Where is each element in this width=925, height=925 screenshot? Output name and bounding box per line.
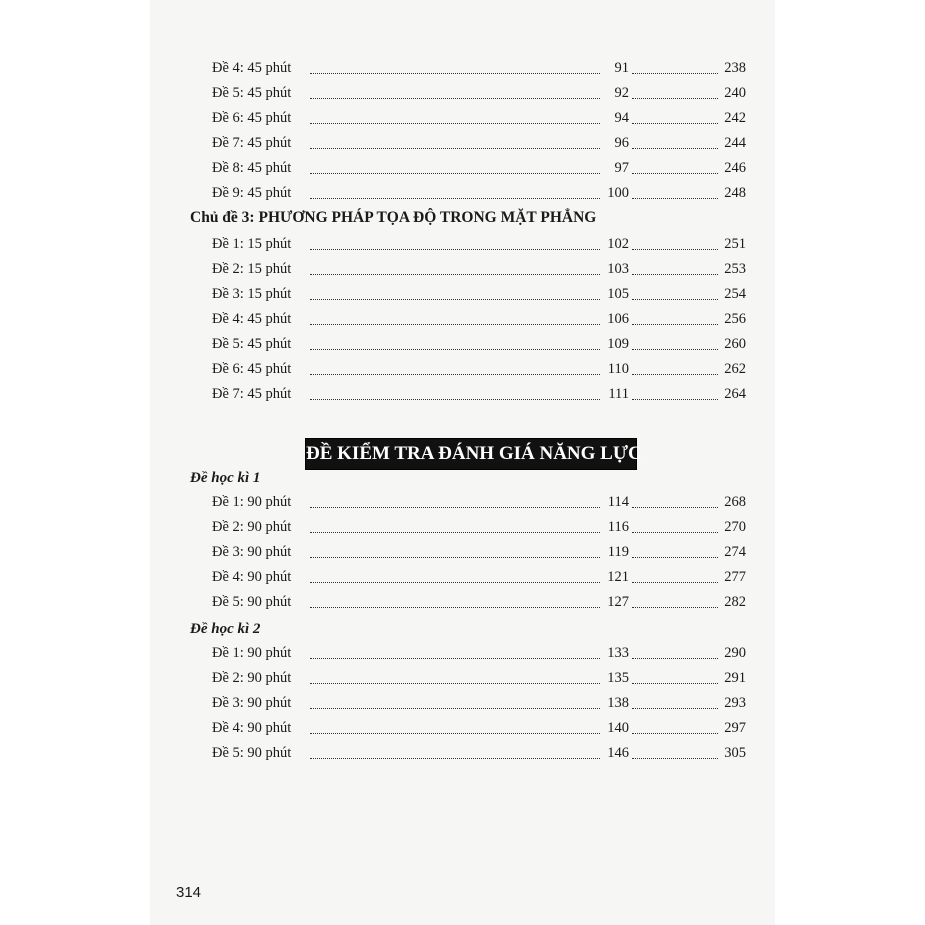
dot-leader (632, 380, 718, 400)
dot-leader (632, 488, 718, 508)
dot-leader (632, 129, 718, 149)
dot-leader (310, 380, 600, 400)
page-number: 314 (176, 884, 202, 901)
dot-leader (632, 280, 718, 300)
term-heading: Đề học kì 2 (190, 621, 261, 637)
dot-leader (310, 714, 600, 734)
toc-entry-label: Đề 3: 90 phút (212, 695, 292, 711)
dot-leader (310, 488, 600, 508)
toc-entry-label: Đề 7: 45 phút (212, 135, 292, 151)
toc-entry-label: Đề 6: 45 phút (212, 110, 292, 126)
dot-leader (632, 255, 718, 275)
toc-entry-label: Đề 2: 15 phút (212, 261, 292, 277)
dot-leader (310, 563, 600, 583)
toc-row (212, 58, 746, 78)
toc-row (212, 359, 746, 379)
question-page: 110 (607, 361, 629, 377)
question-page: 114 (607, 494, 629, 510)
toc-row (212, 743, 746, 763)
toc-entry-label: Đề 6: 45 phút (212, 361, 292, 377)
answer-page: 268 (724, 494, 746, 510)
dot-leader (310, 538, 600, 558)
toc-row (212, 183, 746, 203)
dot-leader (310, 588, 600, 608)
answer-page: 248 (724, 185, 746, 201)
toc-row (212, 492, 746, 512)
toc-entry-label: Đề 2: 90 phút (212, 519, 292, 535)
toc-entry-label: Đề 5: 90 phút (212, 745, 292, 761)
answer-page: 246 (724, 160, 746, 176)
dot-leader (632, 538, 718, 558)
answer-page: 264 (724, 386, 746, 402)
dot-leader (310, 54, 600, 74)
toc-entry-label: Đề 1: 15 phút (212, 236, 292, 252)
dot-leader (310, 104, 600, 124)
question-page: 91 (614, 60, 629, 76)
toc-entry-label: Đề 5: 90 phút (212, 594, 292, 610)
dot-leader (632, 513, 718, 533)
toc-entry-label: Đề 3: 90 phút (212, 544, 292, 560)
toc-entry-label: Đề 4: 45 phút (212, 60, 292, 76)
toc-row (212, 517, 746, 537)
question-page: 92 (614, 85, 629, 101)
toc-row (212, 108, 746, 128)
section-banner: ĐỀ KIỂM TRA ĐÁNH GIÁ NĂNG LỰC (305, 438, 637, 470)
question-page: 103 (607, 261, 629, 277)
toc-row (212, 643, 746, 663)
toc-entry-label: Đề 7: 45 phút (212, 386, 292, 402)
dot-leader (310, 230, 600, 250)
dot-leader (632, 689, 718, 709)
toc-entry-label: Đề 2: 90 phút (212, 670, 292, 686)
question-page: 146 (607, 745, 629, 761)
dot-leader (310, 639, 600, 659)
question-page: 140 (607, 720, 629, 736)
toc-entry-label: Đề 1: 90 phút (212, 494, 292, 510)
dot-leader (310, 255, 600, 275)
answer-page: 260 (724, 336, 746, 352)
dot-leader (310, 280, 600, 300)
toc-row (212, 234, 746, 254)
dot-leader (632, 104, 718, 124)
answer-page: 238 (724, 60, 746, 76)
answer-page: 297 (724, 720, 746, 736)
dot-leader (632, 355, 718, 375)
answer-page: 242 (724, 110, 746, 126)
dot-leader (632, 154, 718, 174)
dot-leader (632, 639, 718, 659)
question-page: 106 (607, 311, 629, 327)
answer-page: 282 (724, 594, 746, 610)
dot-leader (632, 230, 718, 250)
toc-row (212, 284, 746, 304)
toc-entry-label: Đề 4: 90 phút (212, 720, 292, 736)
question-page: 102 (607, 236, 629, 252)
question-page: 96 (614, 135, 629, 151)
question-page: 138 (607, 695, 629, 711)
toc-row (212, 83, 746, 103)
question-page: 116 (607, 519, 629, 535)
dot-leader (632, 54, 718, 74)
dot-leader (632, 563, 718, 583)
toc-entry-label: Đề 3: 15 phút (212, 286, 292, 302)
answer-page: 256 (724, 311, 746, 327)
dot-leader (632, 739, 718, 759)
answer-page: 291 (724, 670, 746, 686)
dot-leader (310, 79, 600, 99)
toc-entry-label: Đề 9: 45 phút (212, 185, 292, 201)
toc-row (212, 668, 746, 688)
dot-leader (310, 305, 600, 325)
answer-page: 254 (724, 286, 746, 302)
answer-page: 274 (724, 544, 746, 560)
question-page: 94 (614, 110, 629, 126)
toc-entry-label: Đề 5: 45 phút (212, 336, 292, 352)
answer-page: 270 (724, 519, 746, 535)
dot-leader (310, 689, 600, 709)
dot-leader (632, 664, 718, 684)
answer-page: 277 (724, 569, 746, 585)
toc-row (212, 693, 746, 713)
toc-entry-label: Đề 4: 90 phút (212, 569, 292, 585)
question-page: 127 (607, 594, 629, 610)
toc-entry-label: Đề 5: 45 phút (212, 85, 292, 101)
dot-leader (310, 179, 600, 199)
toc-row (212, 309, 746, 329)
dot-leader (632, 79, 718, 99)
question-page: 133 (607, 645, 629, 661)
question-page: 100 (607, 185, 629, 201)
answer-page: 240 (724, 85, 746, 101)
dot-leader (310, 355, 600, 375)
answer-page: 293 (724, 695, 746, 711)
dot-leader (632, 588, 718, 608)
toc-row (212, 542, 746, 562)
toc-entry-label: Đề 8: 45 phút (212, 160, 292, 176)
question-page: 105 (607, 286, 629, 302)
answer-page: 253 (724, 261, 746, 277)
toc-row (212, 567, 746, 587)
dot-leader (632, 305, 718, 325)
question-page: 97 (614, 160, 629, 176)
toc-entry-label: Đề 1: 90 phút (212, 645, 292, 661)
answer-page: 244 (724, 135, 746, 151)
dot-leader (632, 179, 718, 199)
dot-leader (310, 154, 600, 174)
toc-entry-label: Đề 4: 45 phút (212, 311, 292, 327)
question-page: 135 (607, 670, 629, 686)
dot-leader (632, 714, 718, 734)
answer-page: 305 (724, 745, 746, 761)
question-page: 109 (607, 336, 629, 352)
toc-row (212, 334, 746, 354)
toc-row (212, 158, 746, 178)
dot-leader (632, 330, 718, 350)
answer-page: 262 (724, 361, 746, 377)
dot-leader (310, 739, 600, 759)
answer-page: 290 (724, 645, 746, 661)
toc-row (212, 592, 746, 612)
toc-row (212, 259, 746, 279)
toc-row (212, 133, 746, 153)
term-heading: Đề học kì 1 (190, 470, 261, 486)
answer-page: 251 (724, 236, 746, 252)
dot-leader (310, 129, 600, 149)
dot-leader (310, 513, 600, 533)
dot-leader (310, 664, 600, 684)
question-page: 119 (607, 544, 629, 560)
toc-row (212, 718, 746, 738)
question-page: 111 (608, 386, 629, 402)
toc-row (212, 384, 746, 404)
chapter-heading: Chủ đề 3: PHƯƠNG PHÁP TỌA ĐỘ TRONG MẶT PHẲNG (190, 209, 597, 226)
question-page: 121 (607, 569, 629, 585)
dot-leader (310, 330, 600, 350)
